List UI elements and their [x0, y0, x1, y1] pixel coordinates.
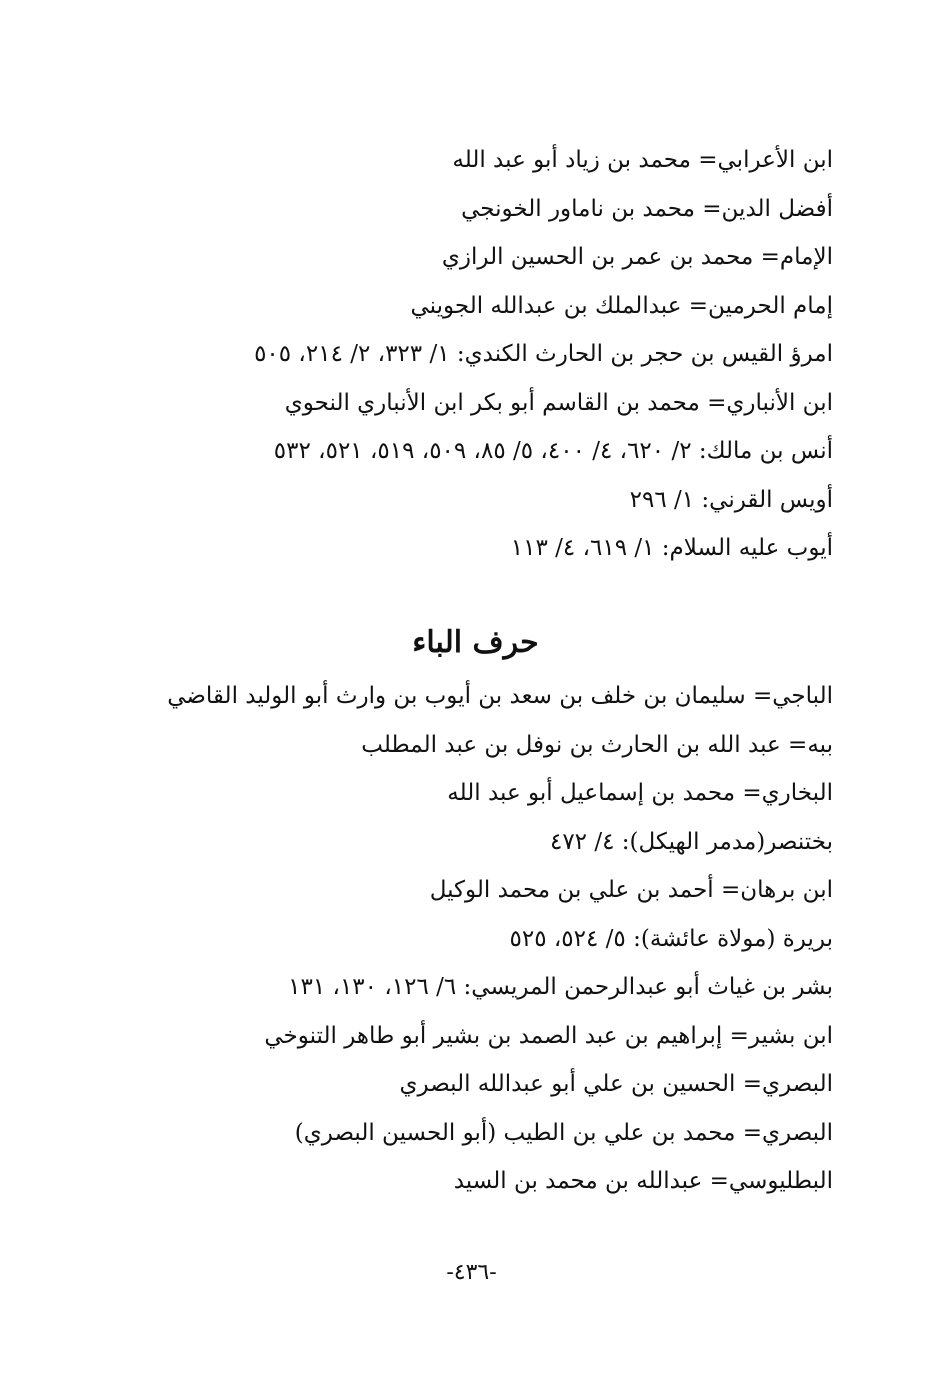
index-entry: البخاري= محمد بن إسماعيل أبو عبد الله	[447, 780, 833, 806]
index-entry: ابن الأعرابي= محمد بن زياد أبو عبد الله	[452, 147, 833, 173]
index-entry: أفضل الدين= محمد بن ناماور الخونجي	[461, 195, 833, 222]
page-number: -٤٣٦-	[446, 1260, 497, 1285]
index-entry: إمام الحرمين= عبدالملك بن عبدالله الجويني	[410, 292, 833, 319]
index-entry: ابن برهان= أحمد بن علي بن محمد الوكيل	[429, 877, 833, 903]
index-entry: امرؤ القيس بن حجر بن الحارث الكندي: ١/ ٣٢٣، ٢/ ٢١٤، ٥٠٥	[254, 341, 833, 367]
index-entry: بشر بن غياث أبو عبدالرحمن المريسي: ٦/ ١٢٦، ١٣٠، ١٣١	[288, 974, 833, 1000]
index-entry: الإمام= محمد بن عمر بن الحسين الرازي	[441, 244, 833, 270]
index-entry: أيوب عليه السلام: ١/ ٦١٩، ٤/ ١١٣	[510, 535, 833, 561]
section-heading	[0, 618, 943, 668]
index-entry: الباجي= سليمان بن خلف بن سعد بن أيوب بن وارث أبو الوليد القاضي	[167, 683, 833, 709]
index-entry: البطليوسي= عبدالله بن محمد بن السيد	[453, 1168, 833, 1194]
index-entry: بختنصر(مدمر الهيكل): ٤/ ٤٧٢	[549, 828, 833, 855]
section-heading-text: حرف الباء	[412, 625, 539, 660]
index-entry: البصري= الحسين بن علي أبو عبدالله البصري	[399, 1071, 833, 1097]
index-entry: أويس القرني: ١/ ٢٩٦	[629, 486, 833, 513]
index-entry: أنس بن مالك: ٢/ ٦٢٠، ٤/ ٤٠٠، ٥/ ٨٥، ٥٠٩، ٥١٩، ٥٢١، ٥٣٢	[273, 438, 833, 464]
index-entry: ابن الأنباري= محمد بن القاسم أبو بكر ابن الأنباري النحوي	[284, 389, 833, 416]
index-entry: ببه= عبد الله بن الحارث بن نوفل بن عبد المطلب	[361, 731, 833, 758]
index-entry: ابن بشير= إبراهيم بن عبد الصمد بن بشير أبو طاهر التنوخي	[264, 1022, 833, 1049]
alif-section-entries	[133, 136, 833, 573]
index-entry: بريرة (مولاة عائشة): ٥/ ٥٢٤، ٥٢٥	[509, 925, 833, 952]
index-entry: البصري= محمد بن علي بن الطيب (أبو الحسين البصري)	[294, 1119, 833, 1146]
ba-section-entries	[133, 672, 833, 1206]
